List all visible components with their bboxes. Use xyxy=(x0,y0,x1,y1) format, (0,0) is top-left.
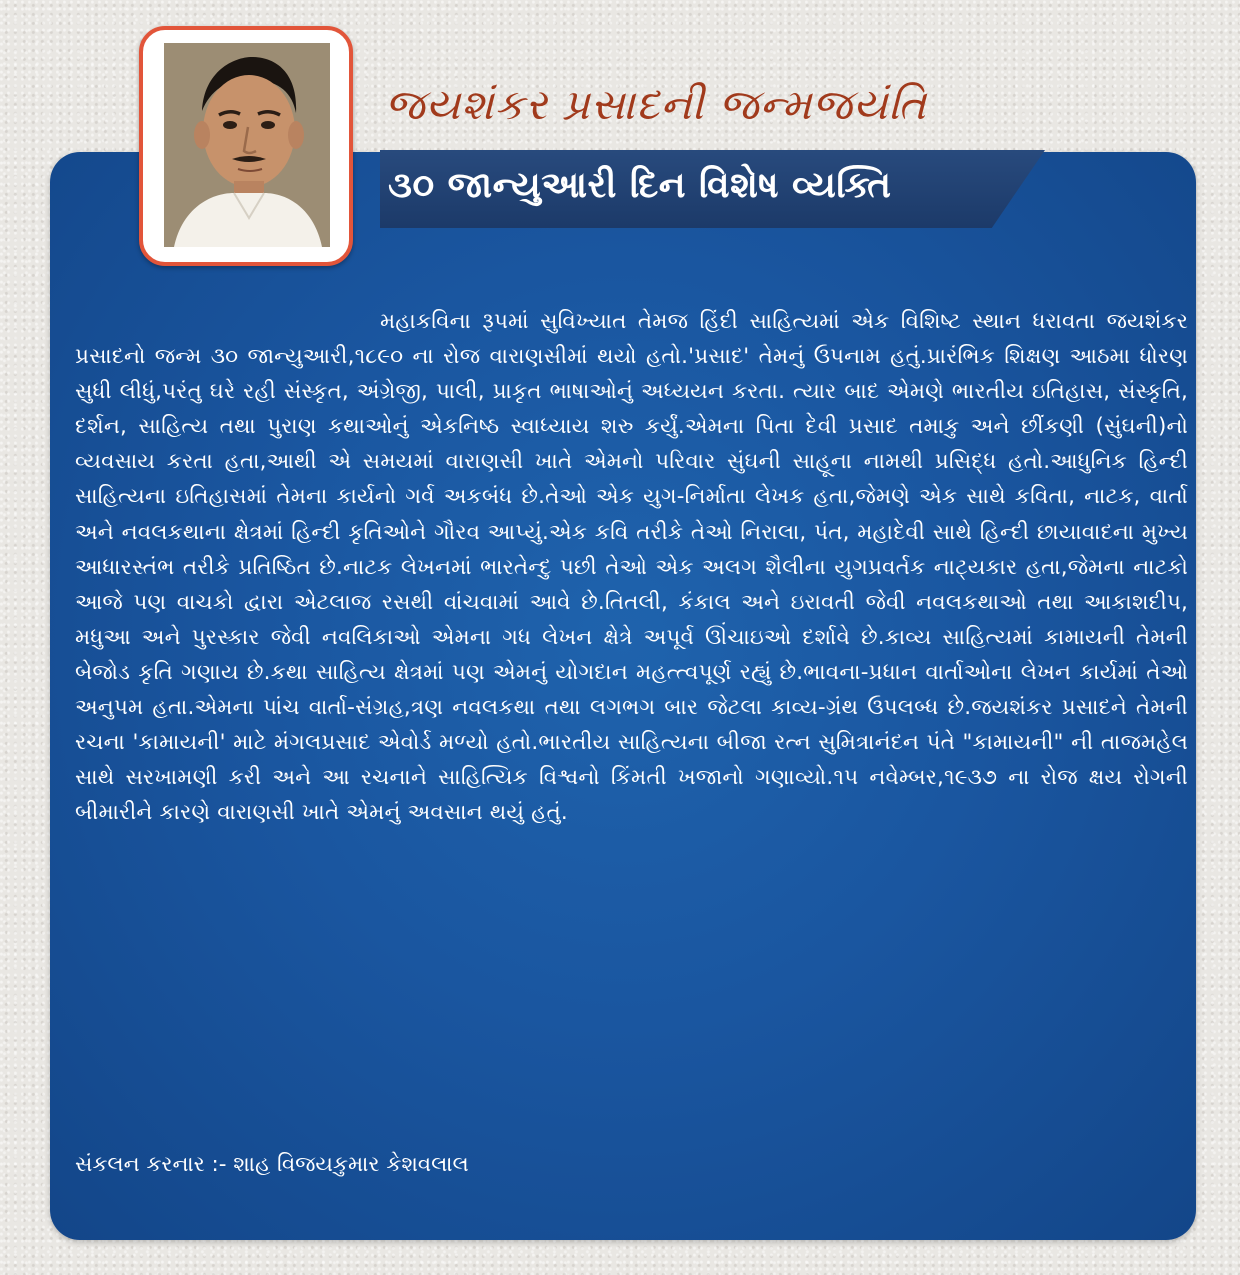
article-body: મહાકવિના રૂપમાં સુવિખ્યાત તેમજ હિંદી સાહિત્યમાં એક વિશિષ્ટ સ્થાન ધરાવતા જયશંકર પ્રસાદનો જન્મ ૩૦ જાન્યુઆરી,૧૮૯૦ ના રોજ વારાણસીમાં થયો હતો.'પ્રસાદ' તેમનું ઉપનામ હતું.પ્રારંભિક શિક્ષણ આઠમા ધોરણ સુધી લીધું,પરંતુ ઘરે રહી સંસ્કૃત, અંગ્રેજી, પાલી, પ્રાકૃત ભાષાઓનું અધ્યયન કરતા. ત્યાર બાદ એમણે ભારતીય ઇતિહાસ, સંસ્કૃતિ, દર્શન, સાહિત્ય તથા પુરાણ કથાઓનું એકનિષ્ઠ સ્વાધ્યાય શરુ કર્યું.એમના પિતા દેવી પ્રસાદ તમાકુ અને છીંકણી (સુંઘની)નો વ્યવસાય કરતા હતા,આથી એ સમયમાં વારાણસી ખાતે એમનો પરિવાર સુંઘની સાહૂના નામથી પ્રસિદ્ધ હતો.આધુનિક હિન્દી સાહિત્યના ઇતિહાસમાં તેમના કાર્યનો ગર્વ અકબંધ છે.તેઓ એક યુગ-નિર્માતા લેખક હતા,જેમણે એક સાથે કવિતા, નાટક, વાર્તા અને નવલકથાના ક્ષેત્રમાં હિન્દી કૃતિઓને ગૌરવ આપ્યું.એક કવિ તરીકે તેઓ નિરાલા, પંત, મહાદેવી સાથે હિન્દી છાયાવાદના મુખ્ય આધારસ્તંભ તરીકે પ્રતિષ્ઠિત છે.નાટક લેખનમાં ભારતેન્દુ પછી તેઓ એક અલગ શૈલીના યુગપ્રવર્તક નાટ્યકાર હતા,જેમના નાટકો આજે પણ વાચકો દ્વારા એટલાજ રસથી વાંચવામાં આવે છે.તિતલી, કંકાલ અને ઇરાવતી જેવી નવલકથાઓ તથા આકાશદીપ, મધુઆ અને પુરસ્કાર જેવી નવલિકાઓ એમના ગધ લેખન ક્ષેત્રે અપૂર્વ ઊંચાઇઓ દર્શાવે છે.કાવ્ય સાહિત્યમાં કામાયની તેમની બેજોડ કૃતિ ગણાય છે.કથા સાહિત્ય ક્ષેત્રમાં પણ એમનું યોગદાન મહત્ત્વપૂર્ણ રહ્યું છે.ભાવના-પ્રધાન વાર્તાઓના લેખન કાર્યમાં તેઓ અનુપમ હતા.એમના પાંચ વાર્તા-સંગ્રહ,ત્રણ નવલકથા તથા લગભગ બાર જેટલા કાવ્ય-ગ્રંથ ઉપલબ્ધ છે.જયશંકર પ્રસાદને તેમની રચના 'કામાયની' માટે મંગલપ્રસાદ એવોર્ડ મળ્યો હતો.ભારતીય સાહિત્યના બીજા રત્ન સુમિત્રાનંદન પંતે "કામાયની" ની તાજમહેલ સાથે સરખામણી કરી અને આ રચનાને સાહિત્યિક વિશ્વનો કિંમતી ખજાનો ગણાવ્યો.૧૫ નવેમ્બર,૧૯૩૭ ના રોજ ક્ષય રોગની બીમારીને કારણે વારાણસી ખાતે એમનું અવસાન થયું હતું. xyxy=(75,309,1188,826)
banner-title: ૩૦ જાન્યુઆરી દિન વિશેષ વ્યક્તિ xyxy=(388,165,892,206)
portrait-illustration xyxy=(164,43,330,247)
portrait-photo xyxy=(164,43,330,247)
portrait-frame xyxy=(139,26,353,266)
compiler-credit: સંકલન કરનાર :- શાહ વિજયકુમાર કેશવલાલ xyxy=(75,1152,469,1177)
page-title: જયશંકર પ્રસાદની જન્મજયંતિ xyxy=(385,80,927,129)
